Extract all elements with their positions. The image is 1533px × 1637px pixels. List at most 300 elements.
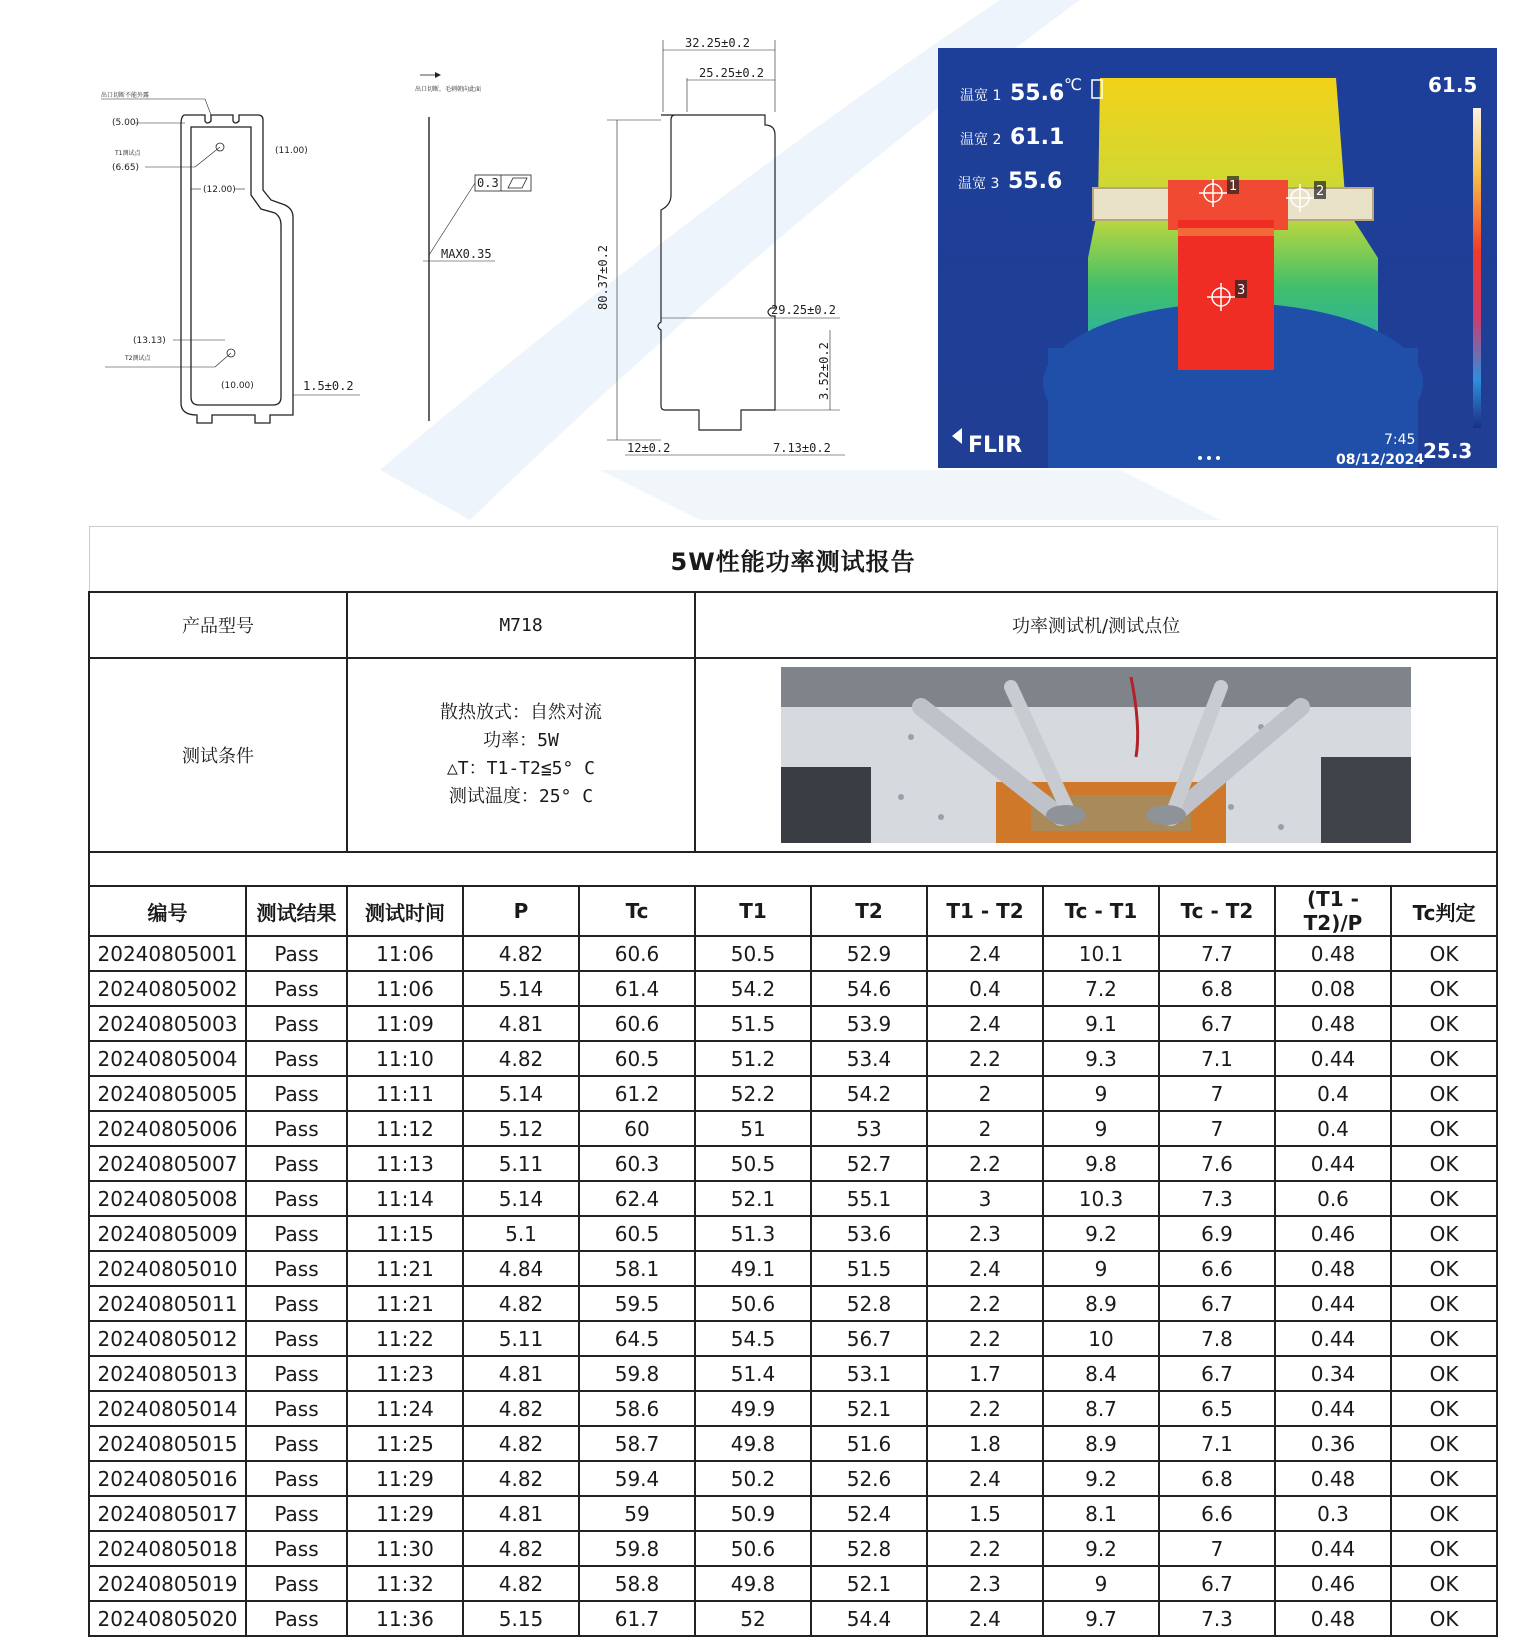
table-cell: 20240805003 (89, 1006, 246, 1041)
table-cell: 11:25 (347, 1426, 463, 1461)
table-cell: 60.5 (579, 1216, 695, 1251)
table-cell: 5.11 (463, 1146, 579, 1181)
dim-5: (5.00) (112, 118, 140, 128)
table-cell: 51.5 (811, 1251, 927, 1286)
spacer-row (89, 852, 1497, 886)
table-cell: 11:24 (347, 1391, 463, 1426)
spot-label-1: 温宽 1 (960, 88, 1002, 104)
table-cell: 61.2 (579, 1076, 695, 1111)
table-cell: 20240805014 (89, 1391, 246, 1426)
table-cell: 58.7 (579, 1426, 695, 1461)
table-cell: 9 (1043, 1566, 1159, 1601)
table-row (89, 1321, 1497, 1356)
spot-value-3: 55.6 (1008, 169, 1063, 194)
table-cell: 62.4 (579, 1181, 695, 1216)
table-cell: 0.6 (1275, 1181, 1391, 1216)
table-cell: 60.5 (579, 1041, 695, 1076)
table-cell: 11:29 (347, 1461, 463, 1496)
table-cell: 51.2 (695, 1041, 811, 1076)
table-cell: 58.6 (579, 1391, 695, 1426)
table-cell: 4.82 (463, 1286, 579, 1321)
table-cell: 6.6 (1159, 1251, 1275, 1286)
table-cell: 20240805009 (89, 1216, 246, 1251)
table-cell: 20240805004 (89, 1041, 246, 1076)
table-cell: 7 (1159, 1076, 1275, 1111)
table-cell: 0.48 (1275, 1006, 1391, 1041)
marker-1: 1 (1229, 179, 1238, 194)
table-cell: OK (1391, 1076, 1497, 1111)
spot-value-2: 61.1 (1010, 125, 1065, 150)
table-cell: 2 (927, 1076, 1043, 1111)
table-cell: 50.6 (695, 1286, 811, 1321)
table-cell: 11:09 (347, 1006, 463, 1041)
column-header: 测试时间 (347, 886, 463, 936)
table-cell: 20240805005 (89, 1076, 246, 1111)
table-cell: 9.2 (1043, 1531, 1159, 1566)
table-cell: 7.2 (1043, 971, 1159, 1006)
table-cell: OK (1391, 1111, 1497, 1146)
table-cell: 54.2 (695, 971, 811, 1006)
table-cell: 4.82 (463, 1391, 579, 1426)
table-cell: 0.44 (1275, 1321, 1391, 1356)
table-cell: OK (1391, 1461, 1497, 1496)
table-cell: 0.46 (1275, 1216, 1391, 1251)
table-cell: 10.1 (1043, 936, 1159, 971)
table-cell: 51.6 (811, 1426, 927, 1461)
side-view-drawing (415, 65, 545, 430)
table-cell: OK (1391, 1216, 1497, 1251)
table-cell: 52.8 (811, 1286, 927, 1321)
table-cell: 59.8 (579, 1356, 695, 1391)
table-cell: 4.81 (463, 1356, 579, 1391)
table-cell: 9.8 (1043, 1146, 1159, 1181)
condition-cooling: 散热放式：自然对流 (440, 702, 602, 723)
table-row (89, 1146, 1497, 1181)
table-cell: 51.4 (695, 1356, 811, 1391)
table-cell: 53.6 (811, 1216, 927, 1251)
table-cell: 50.5 (695, 1146, 811, 1181)
table-cell: Pass (246, 1146, 347, 1181)
condition-label: 测试条件 (89, 658, 347, 852)
table-cell: 59.4 (579, 1461, 695, 1496)
table-cell: Pass (246, 1391, 347, 1426)
table-cell: OK (1391, 1356, 1497, 1391)
table-cell: 2.2 (927, 1531, 1043, 1566)
table-cell: 7.3 (1159, 1601, 1275, 1636)
table-row (89, 1496, 1497, 1531)
table-cell: 20240805012 (89, 1321, 246, 1356)
table-cell: 59 (579, 1496, 695, 1531)
report-table (88, 526, 1498, 1637)
report-title: 5W性能功率测试报告 (89, 527, 1497, 593)
table-cell: 52.9 (811, 936, 927, 971)
table-cell: 61.4 (579, 971, 695, 1006)
table-cell: 50.5 (695, 936, 811, 971)
table-cell: OK (1391, 1181, 1497, 1216)
table-cell: 11:15 (347, 1216, 463, 1251)
note-cut: 出口切断不能外露 (101, 92, 150, 99)
table-cell: 6.5 (1159, 1391, 1275, 1426)
table-row (89, 1286, 1497, 1321)
table-cell: 0.36 (1275, 1426, 1391, 1461)
date: 08/12/2024 (1336, 452, 1425, 468)
time: 7:45 (1384, 432, 1416, 448)
table-cell: 0.48 (1275, 1251, 1391, 1286)
table-cell: 0.48 (1275, 936, 1391, 971)
table-cell: 6.8 (1159, 1461, 1275, 1496)
scale-min: 25.3 (1423, 439, 1473, 463)
table-cell: OK (1391, 1006, 1497, 1041)
table-cell: OK (1391, 1391, 1497, 1426)
table-cell: 9.3 (1043, 1041, 1159, 1076)
table-cell: 1.5 (927, 1496, 1043, 1531)
table-cell: 5.11 (463, 1321, 579, 1356)
table-cell: 51 (695, 1111, 811, 1146)
table-cell: OK (1391, 971, 1497, 1006)
table-cell: OK (1391, 1286, 1497, 1321)
scale-max: 61.5 (1428, 73, 1478, 97)
table-cell: 20240805001 (89, 936, 246, 971)
table-cell: OK (1391, 1496, 1497, 1531)
table-cell: 53.9 (811, 1006, 927, 1041)
table-row (89, 1111, 1497, 1146)
table-cell: OK (1391, 1566, 1497, 1601)
table-cell: 7 (1159, 1111, 1275, 1146)
table-cell: 11:14 (347, 1181, 463, 1216)
table-cell: 54.6 (811, 971, 927, 1006)
table-cell: OK (1391, 1321, 1497, 1356)
table-cell: Pass (246, 1216, 347, 1251)
model-value: M718 (347, 592, 695, 658)
table-cell: 7.7 (1159, 936, 1275, 971)
unit-celsius: ℃ (1064, 75, 1082, 94)
test-machine-photo-cell (695, 658, 1497, 852)
table-cell: 51.5 (695, 1006, 811, 1041)
table-cell: 2.2 (927, 1041, 1043, 1076)
column-header: P (463, 886, 579, 936)
table-cell: 20240805015 (89, 1426, 246, 1461)
table-cell: 0.44 (1275, 1286, 1391, 1321)
thermal-scene (938, 48, 1497, 468)
table-row (89, 1391, 1497, 1426)
table-cell: 5.14 (463, 1076, 579, 1111)
table-cell: Pass (246, 1601, 347, 1636)
table-cell: 60.6 (579, 936, 695, 971)
table-cell: 5.1 (463, 1216, 579, 1251)
table-cell: 2.2 (927, 1391, 1043, 1426)
table-cell: 2.4 (927, 1601, 1043, 1636)
table-cell: 5.12 (463, 1111, 579, 1146)
table-row (89, 1356, 1497, 1391)
table-cell: 7.8 (1159, 1321, 1275, 1356)
note-t1: T1测试点 (115, 150, 141, 157)
table-cell: Pass (246, 1356, 347, 1391)
table-cell: 4.81 (463, 1006, 579, 1041)
dim-11: (11.00) (275, 146, 308, 156)
table-cell: 4.81 (463, 1496, 579, 1531)
spot-label-2: 温宽 2 (960, 132, 1002, 148)
table-cell: Pass (246, 1181, 347, 1216)
table-cell: 60 (579, 1111, 695, 1146)
dim-10: (10.00) (221, 381, 254, 391)
table-cell: 9 (1043, 1111, 1159, 1146)
table-cell: 58.8 (579, 1566, 695, 1601)
table-cell: 6.6 (1159, 1496, 1275, 1531)
table-row (89, 1076, 1497, 1111)
table-cell: 20240805007 (89, 1146, 246, 1181)
model-label: 产品型号 (89, 592, 347, 658)
table-cell: 8.1 (1043, 1496, 1159, 1531)
table-cell: 2.2 (927, 1321, 1043, 1356)
table-cell: 52.6 (811, 1461, 927, 1496)
table-cell: 20240805010 (89, 1251, 246, 1286)
table-cell: 9.1 (1043, 1006, 1159, 1041)
spot-value-1: 55.6 (1010, 81, 1065, 106)
table-cell: 7.1 (1159, 1426, 1275, 1461)
table-cell: Pass (246, 1566, 347, 1601)
table-cell: 20240805013 (89, 1356, 246, 1391)
column-header: Tc - T1 (1043, 886, 1159, 936)
dim-12: 12±0.2 (627, 441, 671, 455)
table-cell: 20240805018 (89, 1531, 246, 1566)
table-cell: 2.2 (927, 1286, 1043, 1321)
table-cell: 0.48 (1275, 1601, 1391, 1636)
table-cell: 1.8 (927, 1426, 1043, 1461)
column-header: T1 (695, 886, 811, 936)
table-cell: 0.48 (1275, 1461, 1391, 1496)
table-cell: 11:23 (347, 1356, 463, 1391)
table-cell: 11:10 (347, 1041, 463, 1076)
table-row (89, 936, 1497, 971)
table-cell: 9.2 (1043, 1216, 1159, 1251)
table-cell: Pass (246, 1286, 347, 1321)
table-cell: Pass (246, 1111, 347, 1146)
front-view-drawing (95, 85, 375, 430)
dimension-drawing (595, 30, 860, 465)
table-cell: 60.6 (579, 1006, 695, 1041)
table-cell: OK (1391, 1146, 1497, 1181)
table-cell: 0.08 (1275, 971, 1391, 1006)
table-cell: 7.6 (1159, 1146, 1275, 1181)
table-cell: 9.7 (1043, 1601, 1159, 1636)
table-cell: 49.8 (695, 1566, 811, 1601)
table-cell: 11:11 (347, 1076, 463, 1111)
table-cell: 4.82 (463, 1531, 579, 1566)
table-cell: 52.1 (811, 1566, 927, 1601)
dim-13-13: (13.13) (133, 336, 166, 346)
table-cell: Pass (246, 1496, 347, 1531)
table-cell: Pass (246, 1461, 347, 1496)
table-cell: 2 (927, 1111, 1043, 1146)
dim-6-65: (6.65) (112, 163, 140, 173)
dim-width-25: 25.25±0.2 (699, 66, 765, 80)
table-row (89, 1006, 1497, 1041)
table-cell: 52.8 (811, 1531, 927, 1566)
column-header: Tc判定 (1391, 886, 1497, 936)
table-cell: 64.5 (579, 1321, 695, 1356)
table-cell: 5.14 (463, 1181, 579, 1216)
table-cell: 59.8 (579, 1531, 695, 1566)
table-cell: 2.4 (927, 1461, 1043, 1496)
table-cell: 11:12 (347, 1111, 463, 1146)
table-cell: 52.7 (811, 1146, 927, 1181)
table-cell: 2.3 (927, 1216, 1043, 1251)
column-header: Tc - T2 (1159, 886, 1275, 936)
table-cell: 2.4 (927, 936, 1043, 971)
table-cell: 5.14 (463, 971, 579, 1006)
table-cell: 58.1 (579, 1251, 695, 1286)
table-cell: 0.34 (1275, 1356, 1391, 1391)
table-cell: 4.82 (463, 1566, 579, 1601)
table-cell: 53 (811, 1111, 927, 1146)
column-header: 编号 (89, 886, 246, 936)
table-cell: 6.8 (1159, 971, 1275, 1006)
table-cell: 20240805008 (89, 1181, 246, 1216)
table-row (89, 1216, 1497, 1251)
table-cell: 11:29 (347, 1496, 463, 1531)
table-cell: 54.5 (695, 1321, 811, 1356)
table-cell: 4.82 (463, 1426, 579, 1461)
table-cell: 7.3 (1159, 1181, 1275, 1216)
column-header: T1 - T2 (927, 886, 1043, 936)
flir-logo: FLIR (968, 433, 1023, 458)
machine-label: 功率测试机/测试点位 (695, 592, 1497, 658)
spot-label-3: 温宽 3 (958, 176, 1000, 192)
dim-1-5: 1.5±0.2 (303, 379, 354, 393)
table-cell: Pass (246, 936, 347, 971)
table-cell: 52.4 (811, 1496, 927, 1531)
table-cell: 3 (927, 1181, 1043, 1216)
table-cell: 4.82 (463, 1041, 579, 1076)
table-cell: 52.1 (695, 1181, 811, 1216)
table-cell: 8.9 (1043, 1286, 1159, 1321)
table-cell: 54.2 (811, 1076, 927, 1111)
table-cell: 11:32 (347, 1566, 463, 1601)
table-cell: 20240805016 (89, 1461, 246, 1496)
table-cell: 50.9 (695, 1496, 811, 1531)
table-cell: 6.7 (1159, 1356, 1275, 1391)
test-report (88, 526, 1496, 1637)
table-cell: 51.3 (695, 1216, 811, 1251)
table-cell: 55.1 (811, 1181, 927, 1216)
table-cell: 4.82 (463, 936, 579, 971)
table-cell: 20240805011 (89, 1286, 246, 1321)
table-cell: 50.6 (695, 1531, 811, 1566)
marker-3: 3 (1237, 283, 1246, 298)
table-cell: 11:30 (347, 1531, 463, 1566)
table-cell: 0.4 (1275, 1076, 1391, 1111)
table-cell: 6.7 (1159, 1566, 1275, 1601)
table-cell: Pass (246, 1251, 347, 1286)
column-header: Tc (579, 886, 695, 936)
table-cell: 20240805006 (89, 1111, 246, 1146)
table-cell: 1.7 (927, 1356, 1043, 1391)
dim-width-29: 29.25±0.2 (771, 303, 837, 317)
table-cell: 9 (1043, 1251, 1159, 1286)
table-cell: 49.1 (695, 1251, 811, 1286)
table-cell: 9 (1043, 1076, 1159, 1111)
table-cell: 52.1 (811, 1391, 927, 1426)
column-header: T2 (811, 886, 927, 936)
table-cell: 20240805017 (89, 1496, 246, 1531)
table-cell: 2.4 (927, 1251, 1043, 1286)
table-cell: Pass (246, 1426, 347, 1461)
table-cell: Pass (246, 971, 347, 1006)
table-cell: 7.1 (1159, 1041, 1275, 1076)
table-cell: 0.44 (1275, 1391, 1391, 1426)
table-cell: 52.2 (695, 1076, 811, 1111)
flatness-value: 0.3 (477, 176, 499, 190)
table-cell: 0.44 (1275, 1531, 1391, 1566)
table-cell: 50.2 (695, 1461, 811, 1496)
menu-dots-icon (1198, 456, 1202, 460)
column-header: 测试结果 (246, 886, 347, 936)
table-cell: 53.4 (811, 1041, 927, 1076)
table-cell: 2.4 (927, 1006, 1043, 1041)
table-cell: Pass (246, 1076, 347, 1111)
table-cell: 53.1 (811, 1356, 927, 1391)
dim-3-52: 3.52±0.2 (817, 342, 831, 400)
table-cell: 6.7 (1159, 1006, 1275, 1041)
table-cell: 6.7 (1159, 1286, 1275, 1321)
table-cell: 4.84 (463, 1251, 579, 1286)
table-cell: 2.2 (927, 1146, 1043, 1181)
table-cell: 49.8 (695, 1426, 811, 1461)
table-row (89, 1566, 1497, 1601)
marker-2: 2 (1316, 184, 1325, 199)
table-cell: 8.9 (1043, 1426, 1159, 1461)
table-cell: 4.82 (463, 1461, 579, 1496)
table-cell: 0.4 (1275, 1111, 1391, 1146)
table-cell: 11:22 (347, 1321, 463, 1356)
table-cell: 0.46 (1275, 1566, 1391, 1601)
table-cell: 5.15 (463, 1601, 579, 1636)
thermal-image (938, 48, 1497, 468)
table-cell: 2.3 (927, 1566, 1043, 1601)
table-cell: 0.3 (1275, 1496, 1391, 1531)
condition-power: 功率：5W (483, 730, 559, 751)
table-row (89, 1181, 1497, 1216)
table-cell: 11:21 (347, 1286, 463, 1321)
table-row (89, 1426, 1497, 1461)
dim-width-32: 32.25±0.2 (685, 36, 751, 50)
table-cell: Pass (246, 1531, 347, 1566)
table-cell: 9.2 (1043, 1461, 1159, 1496)
condition-list (347, 658, 695, 852)
table-cell: 0.44 (1275, 1041, 1391, 1076)
note-t2: T2测试点 (125, 355, 151, 362)
table-cell: 10.3 (1043, 1181, 1159, 1216)
table-cell: 11:36 (347, 1601, 463, 1636)
table-cell: 10 (1043, 1321, 1159, 1356)
table-cell: 61.7 (579, 1601, 695, 1636)
table-cell: Pass (246, 1006, 347, 1041)
condition-temperature: 测试温度：25° C (448, 786, 594, 807)
table-cell: 11:13 (347, 1146, 463, 1181)
table-cell: OK (1391, 1601, 1497, 1636)
table-row (89, 1531, 1497, 1566)
table-cell: 0.44 (1275, 1146, 1391, 1181)
table-cell: 0.4 (927, 971, 1043, 1006)
table-cell: 8.7 (1043, 1391, 1159, 1426)
table-row (89, 1041, 1497, 1076)
table-cell: 20240805020 (89, 1601, 246, 1636)
table-cell: 6.9 (1159, 1216, 1275, 1251)
table-cell: 52 (695, 1601, 811, 1636)
table-cell: 11:06 (347, 936, 463, 971)
table-cell: 11:21 (347, 1251, 463, 1286)
test-machine-photo (781, 667, 1411, 843)
